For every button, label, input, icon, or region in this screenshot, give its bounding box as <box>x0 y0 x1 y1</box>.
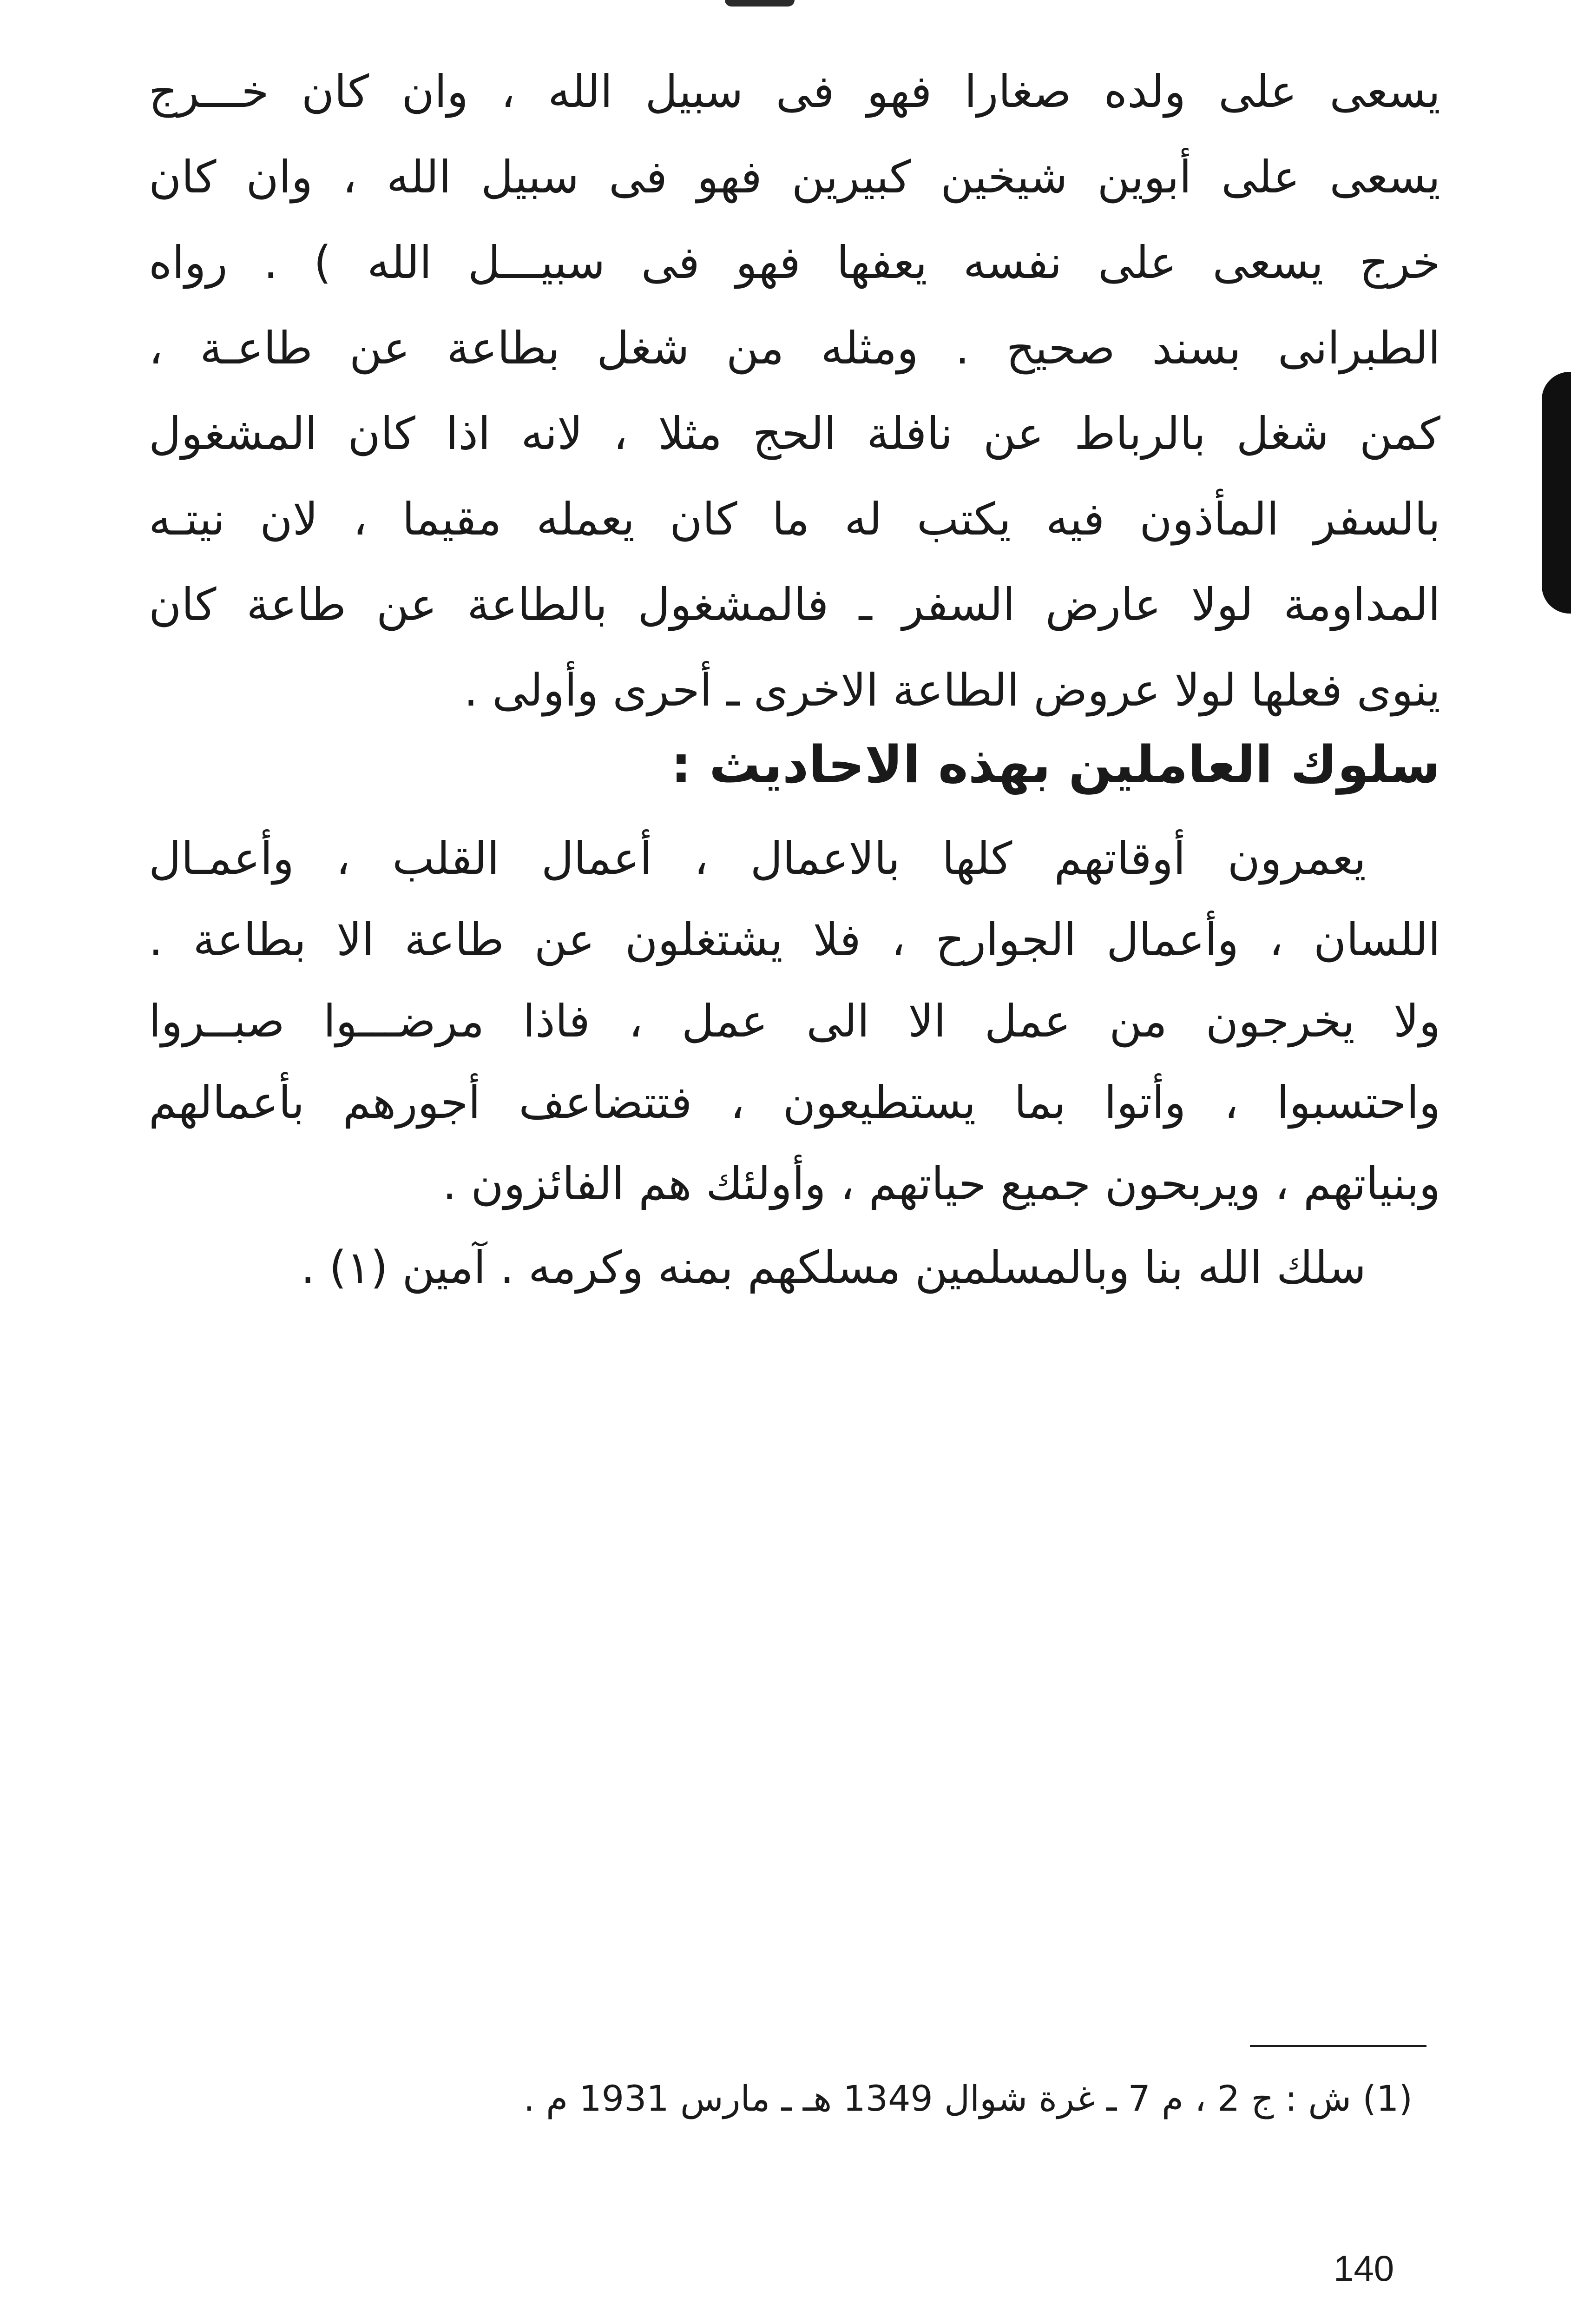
body-line: الطبرانى بسند صحيح . ومثله من شغل بطاعة عن طاعـة ، <box>149 322 1440 374</box>
body-line: يسعى على ولده صغارا فهو فى سبيل الله ، وان كان خـــرج <box>149 66 1440 118</box>
body-line: ينوى فعلها لولا عروض الطاعة الاخرى ـ أحرى وأولى . <box>464 664 1440 716</box>
scan-page-edge-shadow <box>1542 372 1571 614</box>
section-line: اللسان ، وأعمال الجوارح ، فلا يشتغلون عن طاعة الا بطاعة . <box>149 914 1440 966</box>
section-heading: سلوك العاملين بهذه الاحاديث : <box>670 735 1440 794</box>
footnote-separator <box>1250 2045 1426 2047</box>
footnote: (1) ش : ج 2 ، م 7 ـ غرة شوال 1349 هـ ـ مارس 1931 م . <box>523 2078 1413 2119</box>
body-line: المداومة لولا عارض السفر ـ فالمشغول بالطاعة عن طاعة كان <box>149 579 1440 631</box>
body-paragraph <box>149 49 1440 733</box>
section-line: ولا يخرجون من عمل الا الى عمل ، فاذا مرضـــوا صبــروا <box>149 995 1440 1047</box>
closing-prayer <box>149 1227 1440 1308</box>
section-line: واحتسبوا ، وأتوا بما يستطيعون ، فتتضاعف أجورهم بأعمالهم <box>149 1076 1440 1129</box>
body-line: كمن شغل بالرباط عن نافلة الحج مثلا ، لانه اذا كان المشغول <box>149 408 1440 460</box>
section-line: وبنياتهم ، ويربحون جميع حياتهم ، وأولئك هم الفائزون . <box>442 1158 1440 1210</box>
section-line: يعمرون أوقاتهم كلها بالاعمال ، أعمال القلب ، وأعمـال <box>149 832 1366 885</box>
body-line: بالسفر المأذون فيه يكتب له ما كان يعمله مقيما ، لان نيتـه <box>149 493 1440 545</box>
scan-edge-mark <box>725 0 795 7</box>
closing-line: سلك الله بنا وبالمسلمين مسلكهم بمنه وكرمه . آمين (١) . <box>301 1241 1366 1294</box>
body-line: خرج يسعى على نفسه يعفها فهو فى سبيـــل الله ) . رواه <box>149 237 1440 289</box>
page-number: 140 <box>1334 2248 1394 2289</box>
section-paragraph <box>149 818 1440 1225</box>
body-line: يسعى على أبوين شيخين كبيرين فهو فى سبيل الله ، وان كان <box>149 151 1440 203</box>
